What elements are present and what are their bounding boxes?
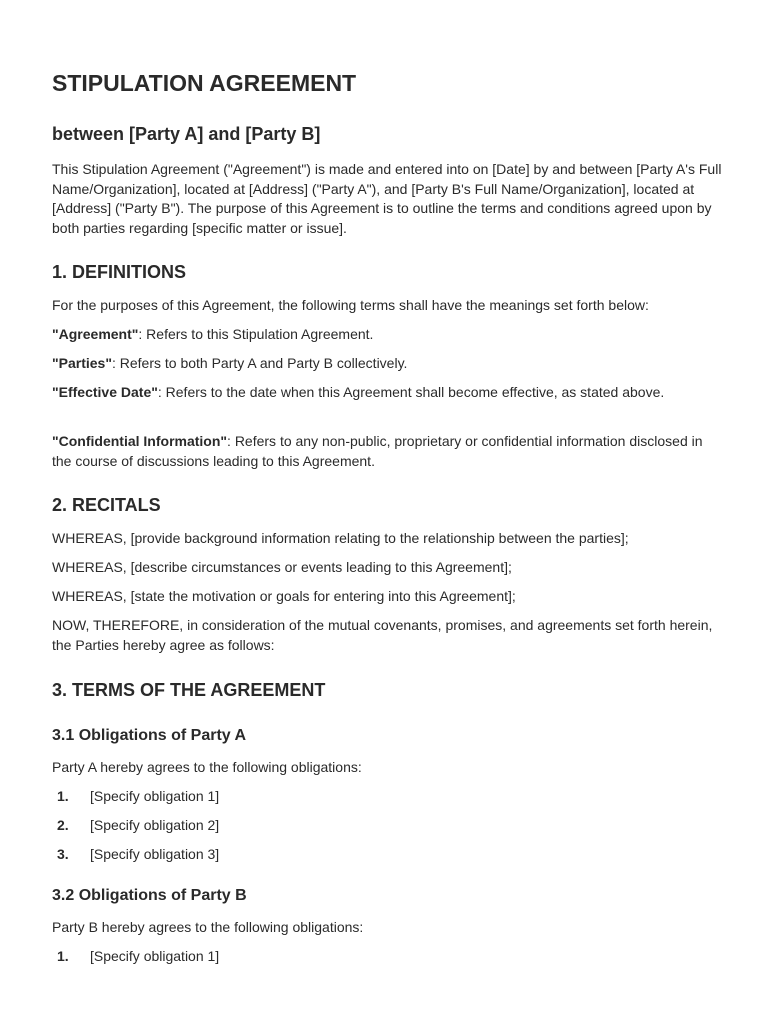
definition-item: [52, 432, 722, 471]
list-item: [52, 816, 219, 836]
definition-term: "Effective Date": [52, 384, 158, 400]
list-item: [52, 787, 219, 807]
recital-conclusion: NOW, THEREFORE, in consideration of the mutual covenants, promises, and agreements set forth herein, the Parties hereby agree as follows:: [52, 617, 713, 653]
list-number: 3.: [57, 846, 69, 862]
list-number: 1.: [57, 948, 69, 964]
definition-text: : Refers to any non-public, proprietary or confidential information disclosed in the course of discussions leading to this Agreement.: [52, 433, 703, 469]
recital-item: WHEREAS, [state the motivation or goals for entering into this Agreement];: [52, 588, 516, 604]
document-subtitle: between [Party A] and [Party B]: [52, 124, 321, 144]
list-text: [Specify obligation 2]: [90, 817, 220, 833]
party-b-obligations-lead: Party B hereby agrees to the following obligations:: [52, 919, 364, 935]
list-text: [Specify obligation 3]: [90, 846, 220, 862]
definition-term: "Confidential Information": [52, 433, 228, 449]
recital-item: WHEREAS, [describe circumstances or events leading to this Agreement];: [52, 559, 512, 575]
party-a-obligations-heading: 3.1 Obligations of Party A: [52, 727, 247, 744]
definition-term: "Agreement": [52, 326, 139, 342]
intro-paragraph: This Stipulation Agreement ("Agreement") is made and entered into on [Date] by and between [Party A's Full Name/Organization], located at [Address] ("Party A"), and [Party B's Full Name/Organization], located at [Address] ("Party B"). The purpose of this Agreement is to outline the terms and conditions agreed upon by both parties regarding [specific matter or issue].: [52, 161, 722, 236]
definition-item: [52, 383, 722, 403]
definition-text: : Refers to the date when this Agreement shall become effective, as stated above.: [157, 384, 665, 400]
party-b-obligations-heading: 3.2 Obligations of Party B: [52, 887, 247, 904]
list-text: [Specify obligation 1]: [90, 948, 220, 964]
definition-item: [52, 354, 722, 374]
definitions-lead: For the purposes of this Agreement, the following terms shall have the meanings set forth below:: [52, 297, 649, 313]
list-item: [52, 947, 219, 967]
list-item: [52, 845, 219, 865]
definition-text: : Refers to both Party A and Party B collectively.: [111, 355, 408, 371]
definition-text: : Refers to this Stipulation Agreement.: [138, 326, 374, 342]
party-a-obligations-lead: Party A hereby agrees to the following obligations:: [52, 759, 362, 775]
definition-item: [52, 325, 722, 345]
recital-item: WHEREAS, [provide background information relating to the relationship between the parties];: [52, 530, 629, 546]
recitals-heading: 2. RECITALS: [52, 495, 161, 515]
document-title: STIPULATION AGREEMENT: [52, 70, 357, 96]
definitions-heading: 1. DEFINITIONS: [52, 262, 187, 282]
list-number: 2.: [57, 817, 69, 833]
list-number: 1.: [57, 788, 69, 804]
definition-term: "Parties": [52, 355, 112, 371]
list-text: [Specify obligation 1]: [90, 788, 220, 804]
terms-heading: 3. TERMS OF THE AGREEMENT: [52, 680, 326, 700]
